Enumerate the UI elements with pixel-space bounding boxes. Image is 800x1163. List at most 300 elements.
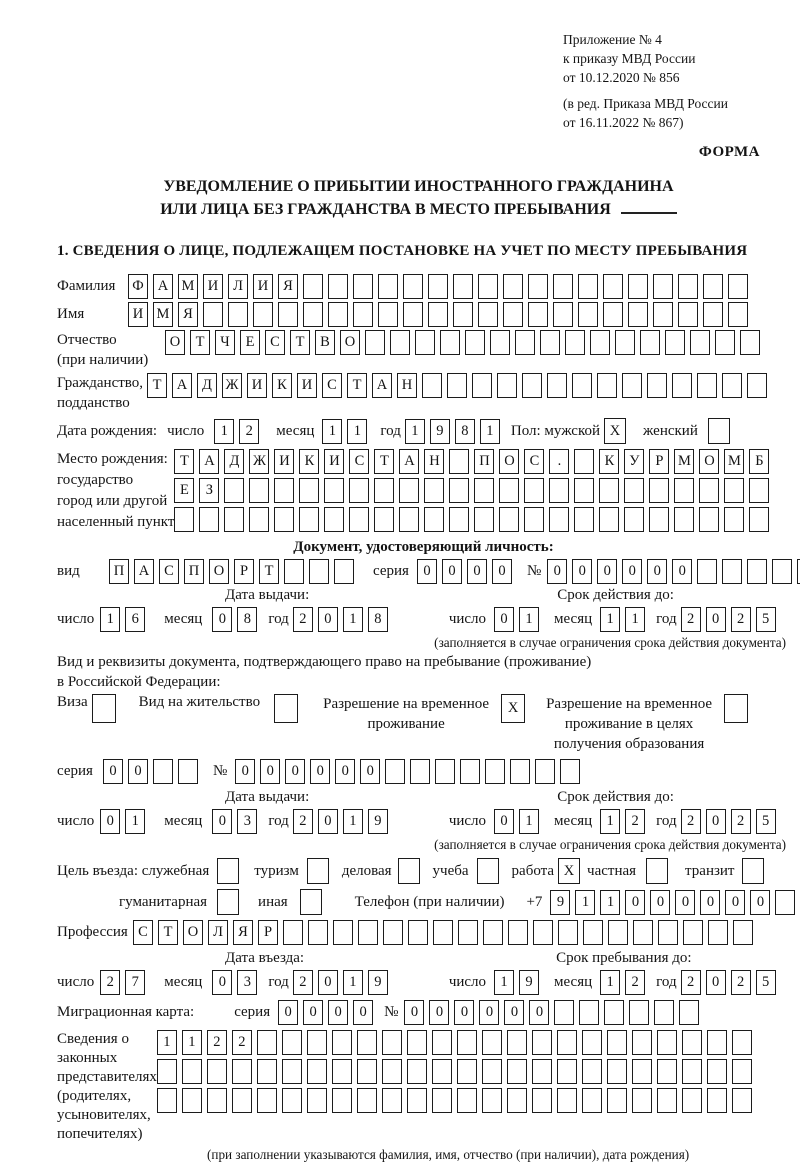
- char-box[interactable]: 0: [100, 809, 120, 834]
- char-box[interactable]: [349, 478, 369, 503]
- char-box[interactable]: [353, 302, 373, 327]
- char-box[interactable]: К: [272, 373, 292, 398]
- char-box[interactable]: [557, 1059, 577, 1084]
- char-box[interactable]: [408, 920, 428, 945]
- char-box[interactable]: [357, 1059, 377, 1084]
- char-box[interactable]: [528, 302, 548, 327]
- char-box[interactable]: [153, 759, 173, 784]
- char-box[interactable]: [699, 478, 719, 503]
- char-box[interactable]: [728, 274, 748, 299]
- char-box[interactable]: Ф: [128, 274, 148, 299]
- char-box[interactable]: [565, 330, 585, 355]
- char-box[interactable]: [647, 373, 667, 398]
- char-box[interactable]: [308, 920, 328, 945]
- char-box[interactable]: [460, 759, 480, 784]
- char-box[interactable]: [524, 507, 544, 532]
- char-box[interactable]: З: [199, 478, 219, 503]
- char-box[interactable]: [608, 920, 628, 945]
- char-box[interactable]: [483, 920, 503, 945]
- char-box[interactable]: [703, 302, 723, 327]
- char-box[interactable]: [553, 302, 573, 327]
- char-box[interactable]: Д: [197, 373, 217, 398]
- char-box[interactable]: [407, 1088, 427, 1113]
- char-box[interactable]: [457, 1059, 477, 1084]
- char-box[interactable]: [747, 559, 767, 584]
- char-box[interactable]: [485, 759, 505, 784]
- char-box[interactable]: Е: [240, 330, 260, 355]
- char-box[interactable]: 0: [672, 559, 692, 584]
- char-box[interactable]: 1: [347, 419, 367, 444]
- char-box[interactable]: [740, 330, 760, 355]
- char-box[interactable]: [428, 274, 448, 299]
- char-box[interactable]: 0: [494, 607, 514, 632]
- char-box[interactable]: [510, 759, 530, 784]
- char-box[interactable]: [597, 373, 617, 398]
- char-box[interactable]: Ж: [222, 373, 242, 398]
- char-box[interactable]: С: [524, 449, 544, 474]
- char-box[interactable]: [590, 330, 610, 355]
- residence-permit-checkbox[interactable]: [274, 694, 298, 723]
- char-box[interactable]: [382, 1088, 402, 1113]
- char-box[interactable]: 0: [417, 559, 437, 584]
- char-box[interactable]: [658, 920, 678, 945]
- char-box[interactable]: 0: [492, 559, 512, 584]
- char-box[interactable]: [374, 478, 394, 503]
- char-box[interactable]: [583, 920, 603, 945]
- char-box[interactable]: Р: [234, 559, 254, 584]
- char-box[interactable]: А: [134, 559, 154, 584]
- char-box[interactable]: Р: [258, 920, 278, 945]
- char-box[interactable]: Ч: [215, 330, 235, 355]
- char-box[interactable]: [607, 1030, 627, 1055]
- char-box[interactable]: С: [133, 920, 153, 945]
- char-box[interactable]: [457, 1088, 477, 1113]
- char-box[interactable]: [674, 507, 694, 532]
- char-box[interactable]: [303, 274, 323, 299]
- char-box[interactable]: [332, 1059, 352, 1084]
- char-box[interactable]: [624, 507, 644, 532]
- char-box[interactable]: [357, 1088, 377, 1113]
- char-box[interactable]: 0: [212, 809, 232, 834]
- char-box[interactable]: Т: [259, 559, 279, 584]
- char-box[interactable]: [560, 759, 580, 784]
- char-box[interactable]: 0: [725, 890, 745, 915]
- char-box[interactable]: [349, 507, 369, 532]
- purpose-business-checkbox[interactable]: [398, 858, 420, 884]
- char-box[interactable]: [657, 1030, 677, 1055]
- char-box[interactable]: [332, 1088, 352, 1113]
- char-box[interactable]: 1: [625, 607, 645, 632]
- char-box[interactable]: 0: [335, 759, 355, 784]
- char-box[interactable]: [607, 1088, 627, 1113]
- char-box[interactable]: И: [247, 373, 267, 398]
- char-box[interactable]: 1: [600, 890, 620, 915]
- char-box[interactable]: 2: [731, 607, 751, 632]
- char-box[interactable]: [440, 330, 460, 355]
- char-box[interactable]: [775, 890, 795, 915]
- purpose-private-checkbox[interactable]: [646, 858, 668, 884]
- char-box[interactable]: И: [297, 373, 317, 398]
- char-box[interactable]: [578, 302, 598, 327]
- char-box[interactable]: 0: [706, 607, 726, 632]
- purpose-humanitarian-checkbox[interactable]: [217, 889, 239, 915]
- char-box[interactable]: [458, 920, 478, 945]
- char-box[interactable]: 7: [125, 970, 145, 995]
- char-box[interactable]: [654, 1000, 674, 1025]
- char-box[interactable]: 1: [575, 890, 595, 915]
- char-box[interactable]: 0: [650, 890, 670, 915]
- char-box[interactable]: [672, 373, 692, 398]
- purpose-other-checkbox[interactable]: [300, 889, 322, 915]
- char-box[interactable]: А: [399, 449, 419, 474]
- char-box[interactable]: [257, 1030, 277, 1055]
- char-box[interactable]: А: [172, 373, 192, 398]
- char-box[interactable]: П: [109, 559, 129, 584]
- char-box[interactable]: [334, 559, 354, 584]
- char-box[interactable]: К: [599, 449, 619, 474]
- char-box[interactable]: 0: [353, 1000, 373, 1025]
- char-box[interactable]: [282, 1059, 302, 1084]
- char-box[interactable]: 0: [103, 759, 123, 784]
- char-box[interactable]: [203, 302, 223, 327]
- char-box[interactable]: 0: [404, 1000, 424, 1025]
- char-box[interactable]: 0: [700, 890, 720, 915]
- char-box[interactable]: С: [265, 330, 285, 355]
- char-box[interactable]: [558, 920, 578, 945]
- char-box[interactable]: [665, 330, 685, 355]
- char-box[interactable]: 1: [343, 970, 363, 995]
- char-box[interactable]: О: [183, 920, 203, 945]
- char-box[interactable]: [649, 478, 669, 503]
- char-box[interactable]: 0: [212, 607, 232, 632]
- char-box[interactable]: [574, 449, 594, 474]
- char-box[interactable]: [615, 330, 635, 355]
- char-box[interactable]: [199, 507, 219, 532]
- char-box[interactable]: [410, 759, 430, 784]
- char-box[interactable]: [707, 1059, 727, 1084]
- char-box[interactable]: [178, 759, 198, 784]
- char-box[interactable]: 2: [681, 970, 701, 995]
- char-box[interactable]: 0: [328, 1000, 348, 1025]
- char-box[interactable]: [435, 759, 455, 784]
- char-box[interactable]: [722, 373, 742, 398]
- char-box[interactable]: [390, 330, 410, 355]
- char-box[interactable]: [433, 920, 453, 945]
- char-box[interactable]: В: [315, 330, 335, 355]
- char-box[interactable]: К: [299, 449, 319, 474]
- char-box[interactable]: 1: [519, 607, 539, 632]
- char-box[interactable]: Л: [208, 920, 228, 945]
- char-box[interactable]: 2: [681, 607, 701, 632]
- char-box[interactable]: У: [624, 449, 644, 474]
- char-box[interactable]: [599, 478, 619, 503]
- char-box[interactable]: 1: [600, 607, 620, 632]
- char-box[interactable]: 9: [430, 419, 450, 444]
- char-box[interactable]: О: [165, 330, 185, 355]
- char-box[interactable]: [582, 1059, 602, 1084]
- char-box[interactable]: М: [153, 302, 173, 327]
- char-box[interactable]: 0: [278, 1000, 298, 1025]
- char-box[interactable]: .: [549, 449, 569, 474]
- char-box[interactable]: [657, 1088, 677, 1113]
- char-box[interactable]: [508, 920, 528, 945]
- char-box[interactable]: 0: [212, 970, 232, 995]
- char-box[interactable]: 0: [622, 559, 642, 584]
- char-box[interactable]: 0: [303, 1000, 323, 1025]
- char-box[interactable]: [449, 507, 469, 532]
- char-box[interactable]: 5: [756, 809, 776, 834]
- purpose-transit-checkbox[interactable]: [742, 858, 764, 884]
- char-box[interactable]: 1: [343, 607, 363, 632]
- char-box[interactable]: [365, 330, 385, 355]
- char-box[interactable]: Л: [228, 274, 248, 299]
- char-box[interactable]: [607, 1059, 627, 1084]
- char-box[interactable]: А: [153, 274, 173, 299]
- char-box[interactable]: [182, 1088, 202, 1113]
- char-box[interactable]: [299, 507, 319, 532]
- char-box[interactable]: [274, 478, 294, 503]
- char-box[interactable]: [478, 302, 498, 327]
- char-box[interactable]: [422, 373, 442, 398]
- char-box[interactable]: [732, 1030, 752, 1055]
- char-box[interactable]: [328, 274, 348, 299]
- char-box[interactable]: [449, 478, 469, 503]
- char-box[interactable]: [628, 274, 648, 299]
- char-box[interactable]: [232, 1059, 252, 1084]
- char-box[interactable]: С: [322, 373, 342, 398]
- char-box[interactable]: [678, 274, 698, 299]
- char-box[interactable]: [157, 1059, 177, 1084]
- char-box[interactable]: [332, 1030, 352, 1055]
- char-box[interactable]: [574, 507, 594, 532]
- char-box[interactable]: [749, 478, 769, 503]
- char-box[interactable]: 2: [239, 419, 259, 444]
- char-box[interactable]: 1: [125, 809, 145, 834]
- char-box[interactable]: [532, 1030, 552, 1055]
- char-box[interactable]: [465, 330, 485, 355]
- char-box[interactable]: [532, 1088, 552, 1113]
- char-box[interactable]: [407, 1030, 427, 1055]
- char-box[interactable]: 9: [519, 970, 539, 995]
- char-box[interactable]: [553, 274, 573, 299]
- char-box[interactable]: [358, 920, 378, 945]
- char-box[interactable]: [482, 1030, 502, 1055]
- char-box[interactable]: [703, 274, 723, 299]
- char-box[interactable]: [682, 1088, 702, 1113]
- char-box[interactable]: [578, 274, 598, 299]
- purpose-study-checkbox[interactable]: [477, 858, 499, 884]
- temp-residence-checkbox[interactable]: X: [501, 694, 525, 723]
- char-box[interactable]: [309, 559, 329, 584]
- char-box[interactable]: 0: [504, 1000, 524, 1025]
- char-box[interactable]: 1: [405, 419, 425, 444]
- char-box[interactable]: [472, 373, 492, 398]
- char-box[interactable]: [224, 507, 244, 532]
- char-box[interactable]: [249, 507, 269, 532]
- char-box[interactable]: Е: [174, 478, 194, 503]
- char-box[interactable]: П: [184, 559, 204, 584]
- char-box[interactable]: Н: [424, 449, 444, 474]
- char-box[interactable]: [679, 1000, 699, 1025]
- char-box[interactable]: [633, 920, 653, 945]
- char-box[interactable]: [683, 920, 703, 945]
- char-box[interactable]: [207, 1088, 227, 1113]
- char-box[interactable]: [749, 507, 769, 532]
- char-box[interactable]: 2: [625, 809, 645, 834]
- char-box[interactable]: 2: [731, 970, 751, 995]
- char-box[interactable]: [733, 920, 753, 945]
- char-box[interactable]: [732, 1088, 752, 1113]
- char-box[interactable]: [557, 1030, 577, 1055]
- char-box[interactable]: [257, 1059, 277, 1084]
- char-box[interactable]: 6: [125, 607, 145, 632]
- char-box[interactable]: 8: [455, 419, 475, 444]
- char-box[interactable]: Т: [174, 449, 194, 474]
- char-box[interactable]: И: [128, 302, 148, 327]
- char-box[interactable]: [582, 1088, 602, 1113]
- char-box[interactable]: 9: [368, 809, 388, 834]
- char-box[interactable]: 0: [647, 559, 667, 584]
- char-box[interactable]: [690, 330, 710, 355]
- char-box[interactable]: [549, 507, 569, 532]
- char-box[interactable]: [707, 1030, 727, 1055]
- char-box[interactable]: [382, 1030, 402, 1055]
- char-box[interactable]: 0: [442, 559, 462, 584]
- char-box[interactable]: 1: [182, 1030, 202, 1055]
- char-box[interactable]: Т: [190, 330, 210, 355]
- char-box[interactable]: Н: [397, 373, 417, 398]
- char-box[interactable]: [182, 1059, 202, 1084]
- char-box[interactable]: Б: [749, 449, 769, 474]
- char-box[interactable]: [257, 1088, 277, 1113]
- char-box[interactable]: 0: [494, 809, 514, 834]
- char-box[interactable]: [457, 1030, 477, 1055]
- char-box[interactable]: [284, 559, 304, 584]
- char-box[interactable]: 0: [260, 759, 280, 784]
- char-box[interactable]: [174, 507, 194, 532]
- char-box[interactable]: [249, 478, 269, 503]
- char-box[interactable]: О: [699, 449, 719, 474]
- char-box[interactable]: Т: [290, 330, 310, 355]
- char-box[interactable]: Т: [147, 373, 167, 398]
- char-box[interactable]: 2: [100, 970, 120, 995]
- char-box[interactable]: [747, 373, 767, 398]
- char-box[interactable]: 2: [731, 809, 751, 834]
- purpose-official-checkbox[interactable]: [217, 858, 239, 884]
- char-box[interactable]: [728, 302, 748, 327]
- char-box[interactable]: [557, 1088, 577, 1113]
- char-box[interactable]: [432, 1059, 452, 1084]
- char-box[interactable]: [604, 1000, 624, 1025]
- char-box[interactable]: [232, 1088, 252, 1113]
- char-box[interactable]: 1: [214, 419, 234, 444]
- char-box[interactable]: [640, 330, 660, 355]
- char-box[interactable]: [207, 1059, 227, 1084]
- char-box[interactable]: С: [159, 559, 179, 584]
- char-box[interactable]: Т: [347, 373, 367, 398]
- char-box[interactable]: [283, 920, 303, 945]
- char-box[interactable]: [522, 373, 542, 398]
- char-box[interactable]: А: [199, 449, 219, 474]
- char-box[interactable]: 2: [293, 809, 313, 834]
- char-box[interactable]: [603, 302, 623, 327]
- char-box[interactable]: [474, 507, 494, 532]
- char-box[interactable]: 5: [756, 607, 776, 632]
- char-box[interactable]: [533, 920, 553, 945]
- char-box[interactable]: [399, 478, 419, 503]
- char-box[interactable]: 3: [237, 970, 257, 995]
- char-box[interactable]: [474, 478, 494, 503]
- char-box[interactable]: [599, 507, 619, 532]
- char-box[interactable]: [507, 1030, 527, 1055]
- char-box[interactable]: [428, 302, 448, 327]
- char-box[interactable]: М: [178, 274, 198, 299]
- char-box[interactable]: [632, 1059, 652, 1084]
- char-box[interactable]: [415, 330, 435, 355]
- char-box[interactable]: Я: [178, 302, 198, 327]
- char-box[interactable]: 1: [519, 809, 539, 834]
- char-box[interactable]: [499, 478, 519, 503]
- char-box[interactable]: 0: [529, 1000, 549, 1025]
- char-box[interactable]: 1: [600, 809, 620, 834]
- char-box[interactable]: [378, 302, 398, 327]
- char-box[interactable]: 2: [293, 970, 313, 995]
- char-box[interactable]: 0: [318, 809, 338, 834]
- char-box[interactable]: [532, 1059, 552, 1084]
- char-box[interactable]: [547, 373, 567, 398]
- char-box[interactable]: 0: [310, 759, 330, 784]
- char-box[interactable]: О: [340, 330, 360, 355]
- char-box[interactable]: [282, 1030, 302, 1055]
- char-box[interactable]: [572, 373, 592, 398]
- char-box[interactable]: 1: [343, 809, 363, 834]
- char-box[interactable]: [699, 507, 719, 532]
- char-box[interactable]: 0: [597, 559, 617, 584]
- char-box[interactable]: 0: [454, 1000, 474, 1025]
- char-box[interactable]: [574, 478, 594, 503]
- char-box[interactable]: [515, 330, 535, 355]
- char-box[interactable]: [657, 1059, 677, 1084]
- char-box[interactable]: 0: [285, 759, 305, 784]
- char-box[interactable]: 9: [550, 890, 570, 915]
- char-box[interactable]: М: [674, 449, 694, 474]
- char-box[interactable]: [628, 302, 648, 327]
- char-box[interactable]: 0: [675, 890, 695, 915]
- female-checkbox[interactable]: [708, 418, 730, 444]
- char-box[interactable]: [399, 507, 419, 532]
- char-box[interactable]: [624, 478, 644, 503]
- char-box[interactable]: [482, 1088, 502, 1113]
- char-box[interactable]: 1: [600, 970, 620, 995]
- char-box[interactable]: [224, 478, 244, 503]
- char-box[interactable]: [357, 1030, 377, 1055]
- char-box[interactable]: [503, 274, 523, 299]
- char-box[interactable]: 2: [293, 607, 313, 632]
- char-box[interactable]: [324, 507, 344, 532]
- char-box[interactable]: [722, 559, 742, 584]
- char-box[interactable]: О: [209, 559, 229, 584]
- char-box[interactable]: А: [372, 373, 392, 398]
- char-box[interactable]: 0: [479, 1000, 499, 1025]
- char-box[interactable]: [697, 559, 717, 584]
- char-box[interactable]: 9: [368, 970, 388, 995]
- purpose-tourism-checkbox[interactable]: [307, 858, 329, 884]
- char-box[interactable]: [682, 1030, 702, 1055]
- char-box[interactable]: [378, 274, 398, 299]
- char-box[interactable]: [507, 1059, 527, 1084]
- char-box[interactable]: [653, 302, 673, 327]
- purpose-work-checkbox[interactable]: X: [558, 858, 580, 884]
